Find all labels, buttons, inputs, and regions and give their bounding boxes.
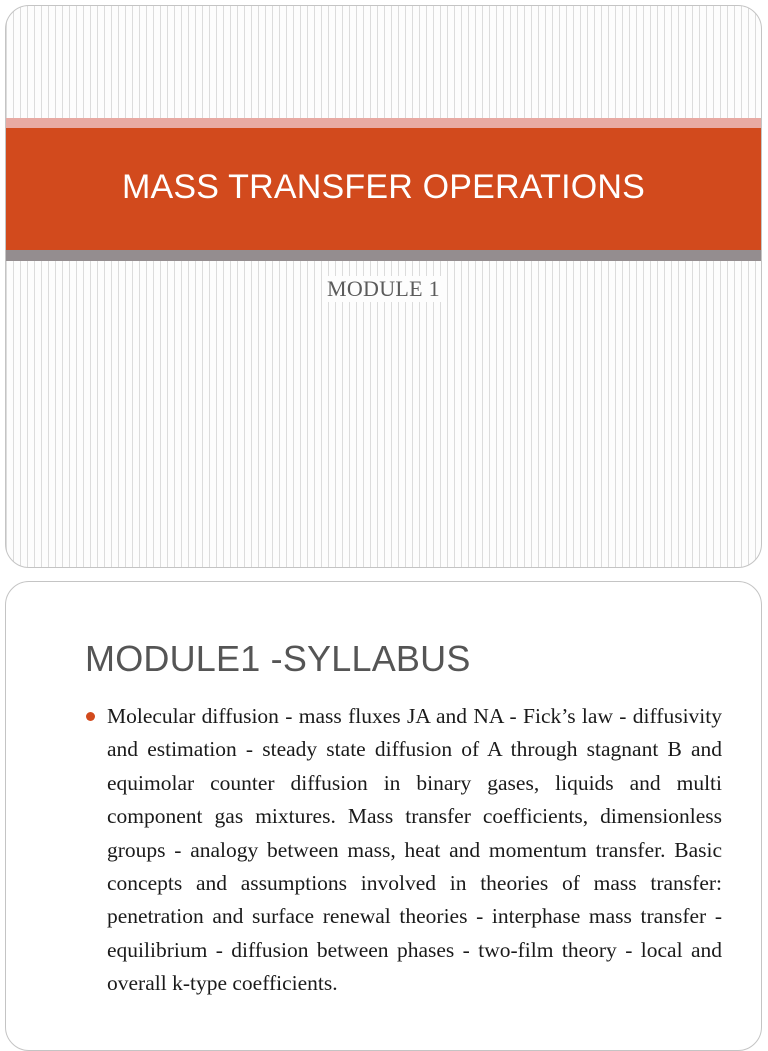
subtitle-container <box>6 276 761 302</box>
bullet-text: Molecular diffusion - mass fluxes JA and NA - Fick’s law - diffusivity and estimation - steady state diffusion of A through stagnant B and equimolar counter diffusion in binary gases, liquids and multi component gas mixtures. Mass transfer coefficients, dimensionless groups - analogy between mass, heat and momentum transfer. Basic concepts and assumptions involved in theories of mass transfer: penetration and surface renewal theories - interphase mass transfer - equilibrium - diffusion between phases - two-film theory - local and overall k-type coefficients. <box>107 704 722 996</box>
slide-heading: MODULE1 -SYLLABUS <box>85 638 471 679</box>
bullet-item <box>86 700 722 1001</box>
title-band <box>6 128 761 250</box>
presentation-title: MASS TRANSFER OPERATIONS <box>121 167 646 206</box>
accent-stripe <box>6 118 761 128</box>
divider-stripe <box>6 250 761 261</box>
title-slide <box>5 5 762 568</box>
bullet-dot-icon <box>86 712 95 721</box>
presentation-subtitle: MODULE 1 <box>323 276 444 302</box>
syllabus-slide <box>5 581 762 1051</box>
